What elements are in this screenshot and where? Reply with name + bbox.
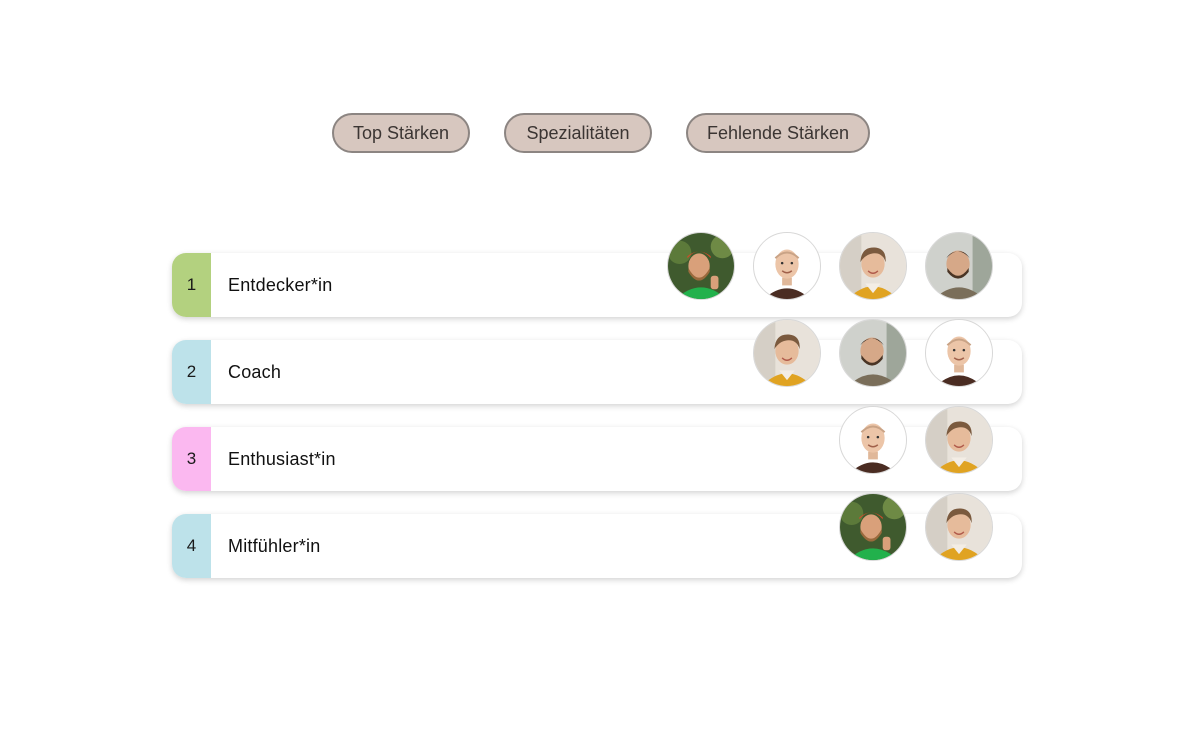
avatar[interactable]	[925, 319, 993, 387]
avatar[interactable]	[753, 319, 821, 387]
avatar[interactable]	[839, 493, 907, 561]
rank-badge: 4	[172, 514, 211, 578]
rank-badge: 3	[172, 427, 211, 491]
rank-badge: 1	[172, 253, 211, 317]
avatar[interactable]	[839, 319, 907, 387]
avatar[interactable]	[839, 232, 907, 300]
avatar[interactable]	[839, 406, 907, 474]
list-item[interactable]	[172, 253, 1022, 317]
avatar[interactable]	[925, 232, 993, 300]
strength-label: Enthusiast*in	[228, 448, 336, 469]
list-item[interactable]	[172, 427, 1022, 491]
strengths-list	[172, 253, 1022, 601]
avatar-group	[172, 406, 1022, 476]
tab-top-strengths[interactable]: Top Stärken	[332, 113, 470, 153]
avatar[interactable]	[925, 493, 993, 561]
rank-badge: 2	[172, 340, 211, 404]
strength-label: Coach	[228, 361, 282, 382]
strength-tabs	[0, 113, 1200, 153]
list-item[interactable]	[172, 340, 1022, 404]
avatar[interactable]	[753, 232, 821, 300]
avatar[interactable]	[925, 406, 993, 474]
strength-label: Mitfühler*in	[228, 535, 321, 556]
tab-specialties[interactable]: Spezialitäten	[504, 113, 652, 153]
strength-label: Entdecker*in	[228, 274, 333, 295]
list-item[interactable]	[172, 514, 1022, 578]
avatar[interactable]	[667, 232, 735, 300]
avatar-group	[172, 493, 1022, 563]
avatar-group	[172, 232, 1022, 302]
avatar-group	[172, 319, 1022, 389]
tab-missing-strengths[interactable]: Fehlende Stärken	[686, 113, 870, 153]
